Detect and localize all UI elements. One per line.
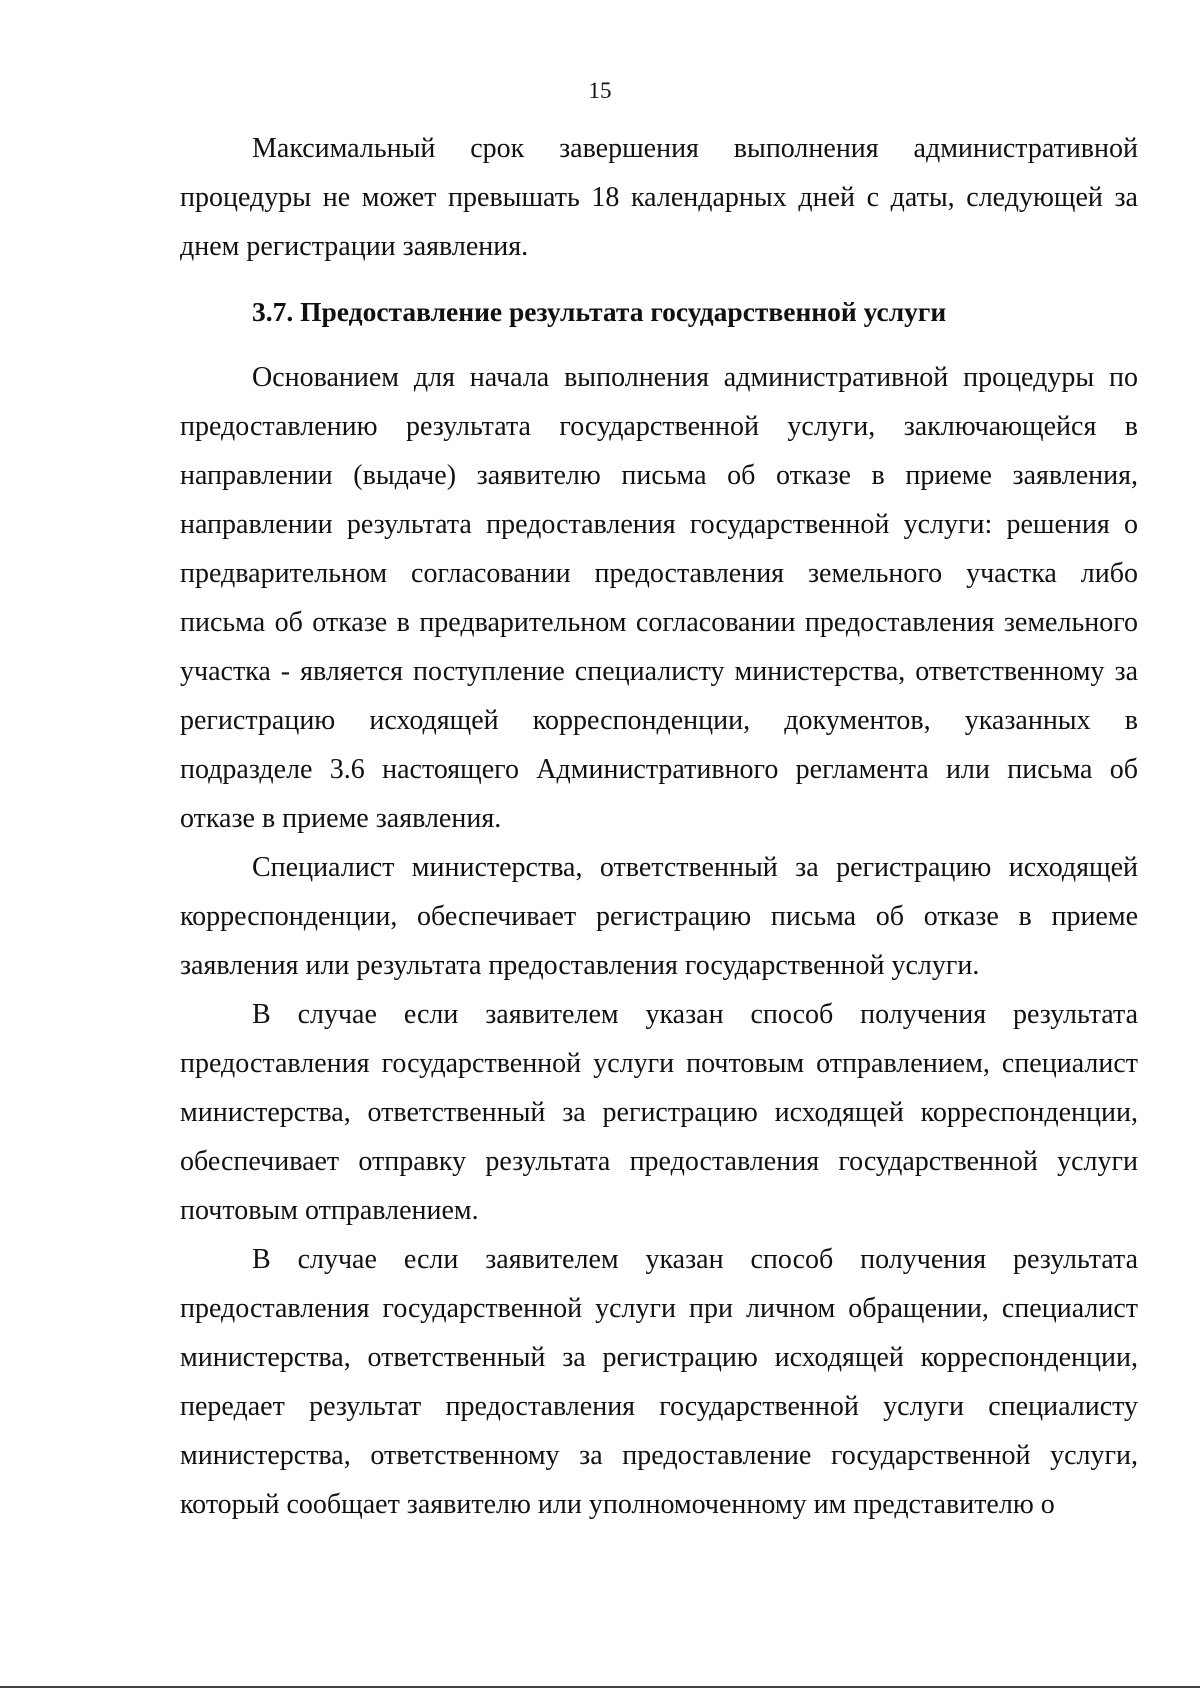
paragraph-personal-delivery: В случае если заявителем указан способ получения результата предоставления государственной услуги при личном обращении, специалист министерства, ответственный за регистрацию исходящей корреспонденции, передает результат предоставления государственной услуги специалисту министерства, ответственному за предоставление государственной услуги, который сообщает заявителю или уполномоченному им представителю о [180, 1244, 1138, 1520]
section-heading: 3.7. Предоставление результата государственной услуги [252, 296, 947, 327]
intro-paragraph: Максимальный срок завершения выполнения административной процедуры не может превышать 18 календарных дней с даты, следующей за днем регистрации заявления. [180, 133, 1138, 262]
page-number: 15 [588, 78, 612, 103]
paragraph-postal-delivery: В случае если заявителем указан способ получения результата предоставления государственной услуги почтовым отправлением, специалист министерства, ответственный за регистрацию исходящей корреспонденции, обеспечивает отправку результата предоставления государственной услуги почтовым отправлением. [180, 999, 1138, 1226]
scan-edge-line [0, 1686, 1200, 1688]
document-body [180, 124, 1138, 1529]
paragraph-basis: Основанием для начала выполнения административной процедуры по предоставлению результата государственной услуги, заключающейся в направлении (выдаче) заявителю письма об отказе в приеме заявления, направлении результата предоставления государственной услуги: решения о предварительном согласовании предоставления земельного участка либо письма об отказе в предварительном согласовании предоставления земельного участка - является поступление специалисту министерства, ответственному за регистрацию исходящей корреспонденции, документов, указанных в подразделе 3.6 настоящего Административного регламента или письма об отказе в приеме заявления. [180, 362, 1138, 834]
paragraph-registration: Специалист министерства, ответственный за регистрацию исходящей корреспонденции, обеспечивает регистрацию письма об отказе в приеме заявления или результата предоставления государственной услуги. [180, 852, 1138, 981]
